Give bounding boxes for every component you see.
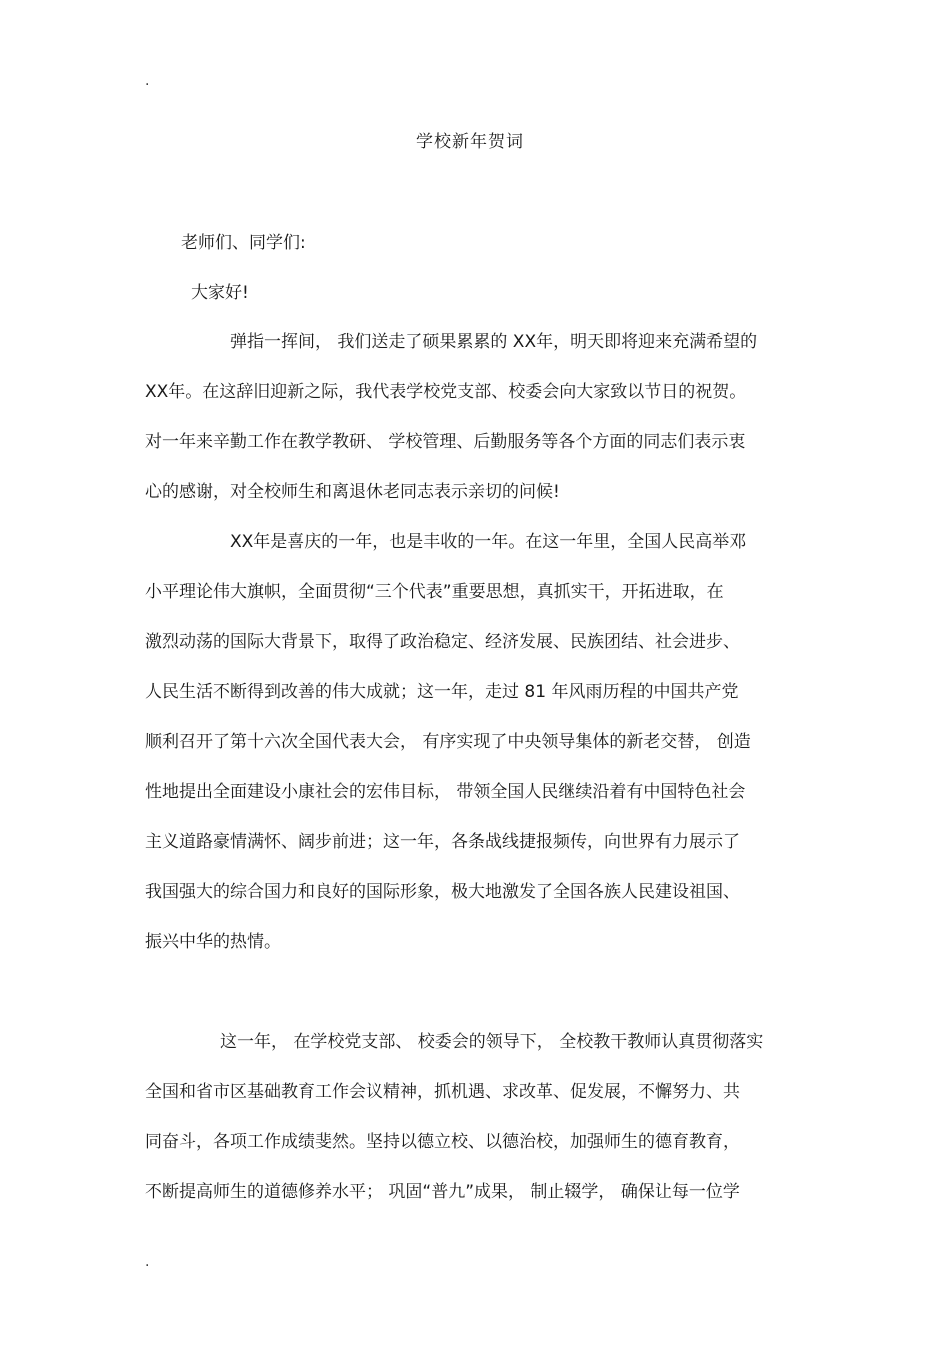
greeting: 大家好! (191, 283, 249, 303)
paragraph-3-line-4: 不断提高师生的道德修养水平； 巩固“普九”成果， 制止辍学， 确保让每一位学 (145, 1182, 740, 1202)
paragraph-2-line-9: 振兴中华的热情。 (145, 932, 281, 952)
paragraph-2-line-2: 小平理论伟大旗帜，全面贯彻“三个代表”重要思想，真抓实干，开拓进取，在 (145, 582, 724, 602)
paragraph-1-line-3: 对一年来辛勤工作在教学教研、 学校管理、后勤服务等各个方面的同志们表示衷 (145, 432, 746, 452)
page-bottom-mark: . (145, 1254, 150, 1270)
document-title: 学校新年贺词 (416, 132, 524, 152)
page-top-mark: . (145, 73, 150, 89)
paragraph-2-line-5: 顺利召开了第十六次全国代表大会， 有序实现了中央领导集体的新老交替， 创造 (145, 732, 751, 752)
paragraph-3-line-3: 同奋斗，各项工作成绩斐然。坚持以德立校、以德治校，加强师生的德育教育， (145, 1132, 740, 1152)
paragraph-3-line-2: 全国和省市区基础教育工作会议精神，抓机遇、求改革、促发展，不懈努力、共 (145, 1082, 740, 1102)
paragraph-2-line-3: 激烈动荡的国际大背景下，取得了政治稳定、经济发展、民族团结、社会进步、 (145, 632, 740, 652)
paragraph-1-line-1: 弹指一挥间， 我们送走了硕果累累的 XX年，明天即将迎来充满希望的 (230, 332, 758, 352)
paragraph-2-line-7: 主义道路豪情满怀、阔步前进；这一年，各条战线捷报频传，向世界有力展示了 (145, 832, 740, 852)
paragraph-2-line-1: XX年是喜庆的一年，也是丰收的一年。在这一年里，全国人民高举邓 (230, 532, 747, 552)
paragraph-1-line-2: XX年。在这辞旧迎新之际，我代表学校党支部、校委会向大家致以节日的祝贺。 (145, 382, 747, 402)
salutation: 老师们、同学们: (181, 233, 306, 253)
paragraph-2-line-4: 人民生活不断得到改善的伟大成就；这一年，走过 81 年风雨历程的中国共产党 (145, 682, 739, 702)
paragraph-2-line-6: 性地提出全面建设小康社会的宏伟目标， 带领全国人民继续沿着有中国特色社会 (145, 782, 746, 802)
paragraph-2-line-8: 我国强大的综合国力和良好的国际形象，极大地激发了全国各族人民建设祖国、 (145, 882, 740, 902)
paragraph-1-line-4: 心的感谢，对全校师生和离退休老同志表示亲切的问候! (145, 482, 560, 502)
paragraph-3-line-1: 这一年， 在学校党支部、 校委会的领导下， 全校教干教师认真贯彻落实 (220, 1032, 764, 1052)
